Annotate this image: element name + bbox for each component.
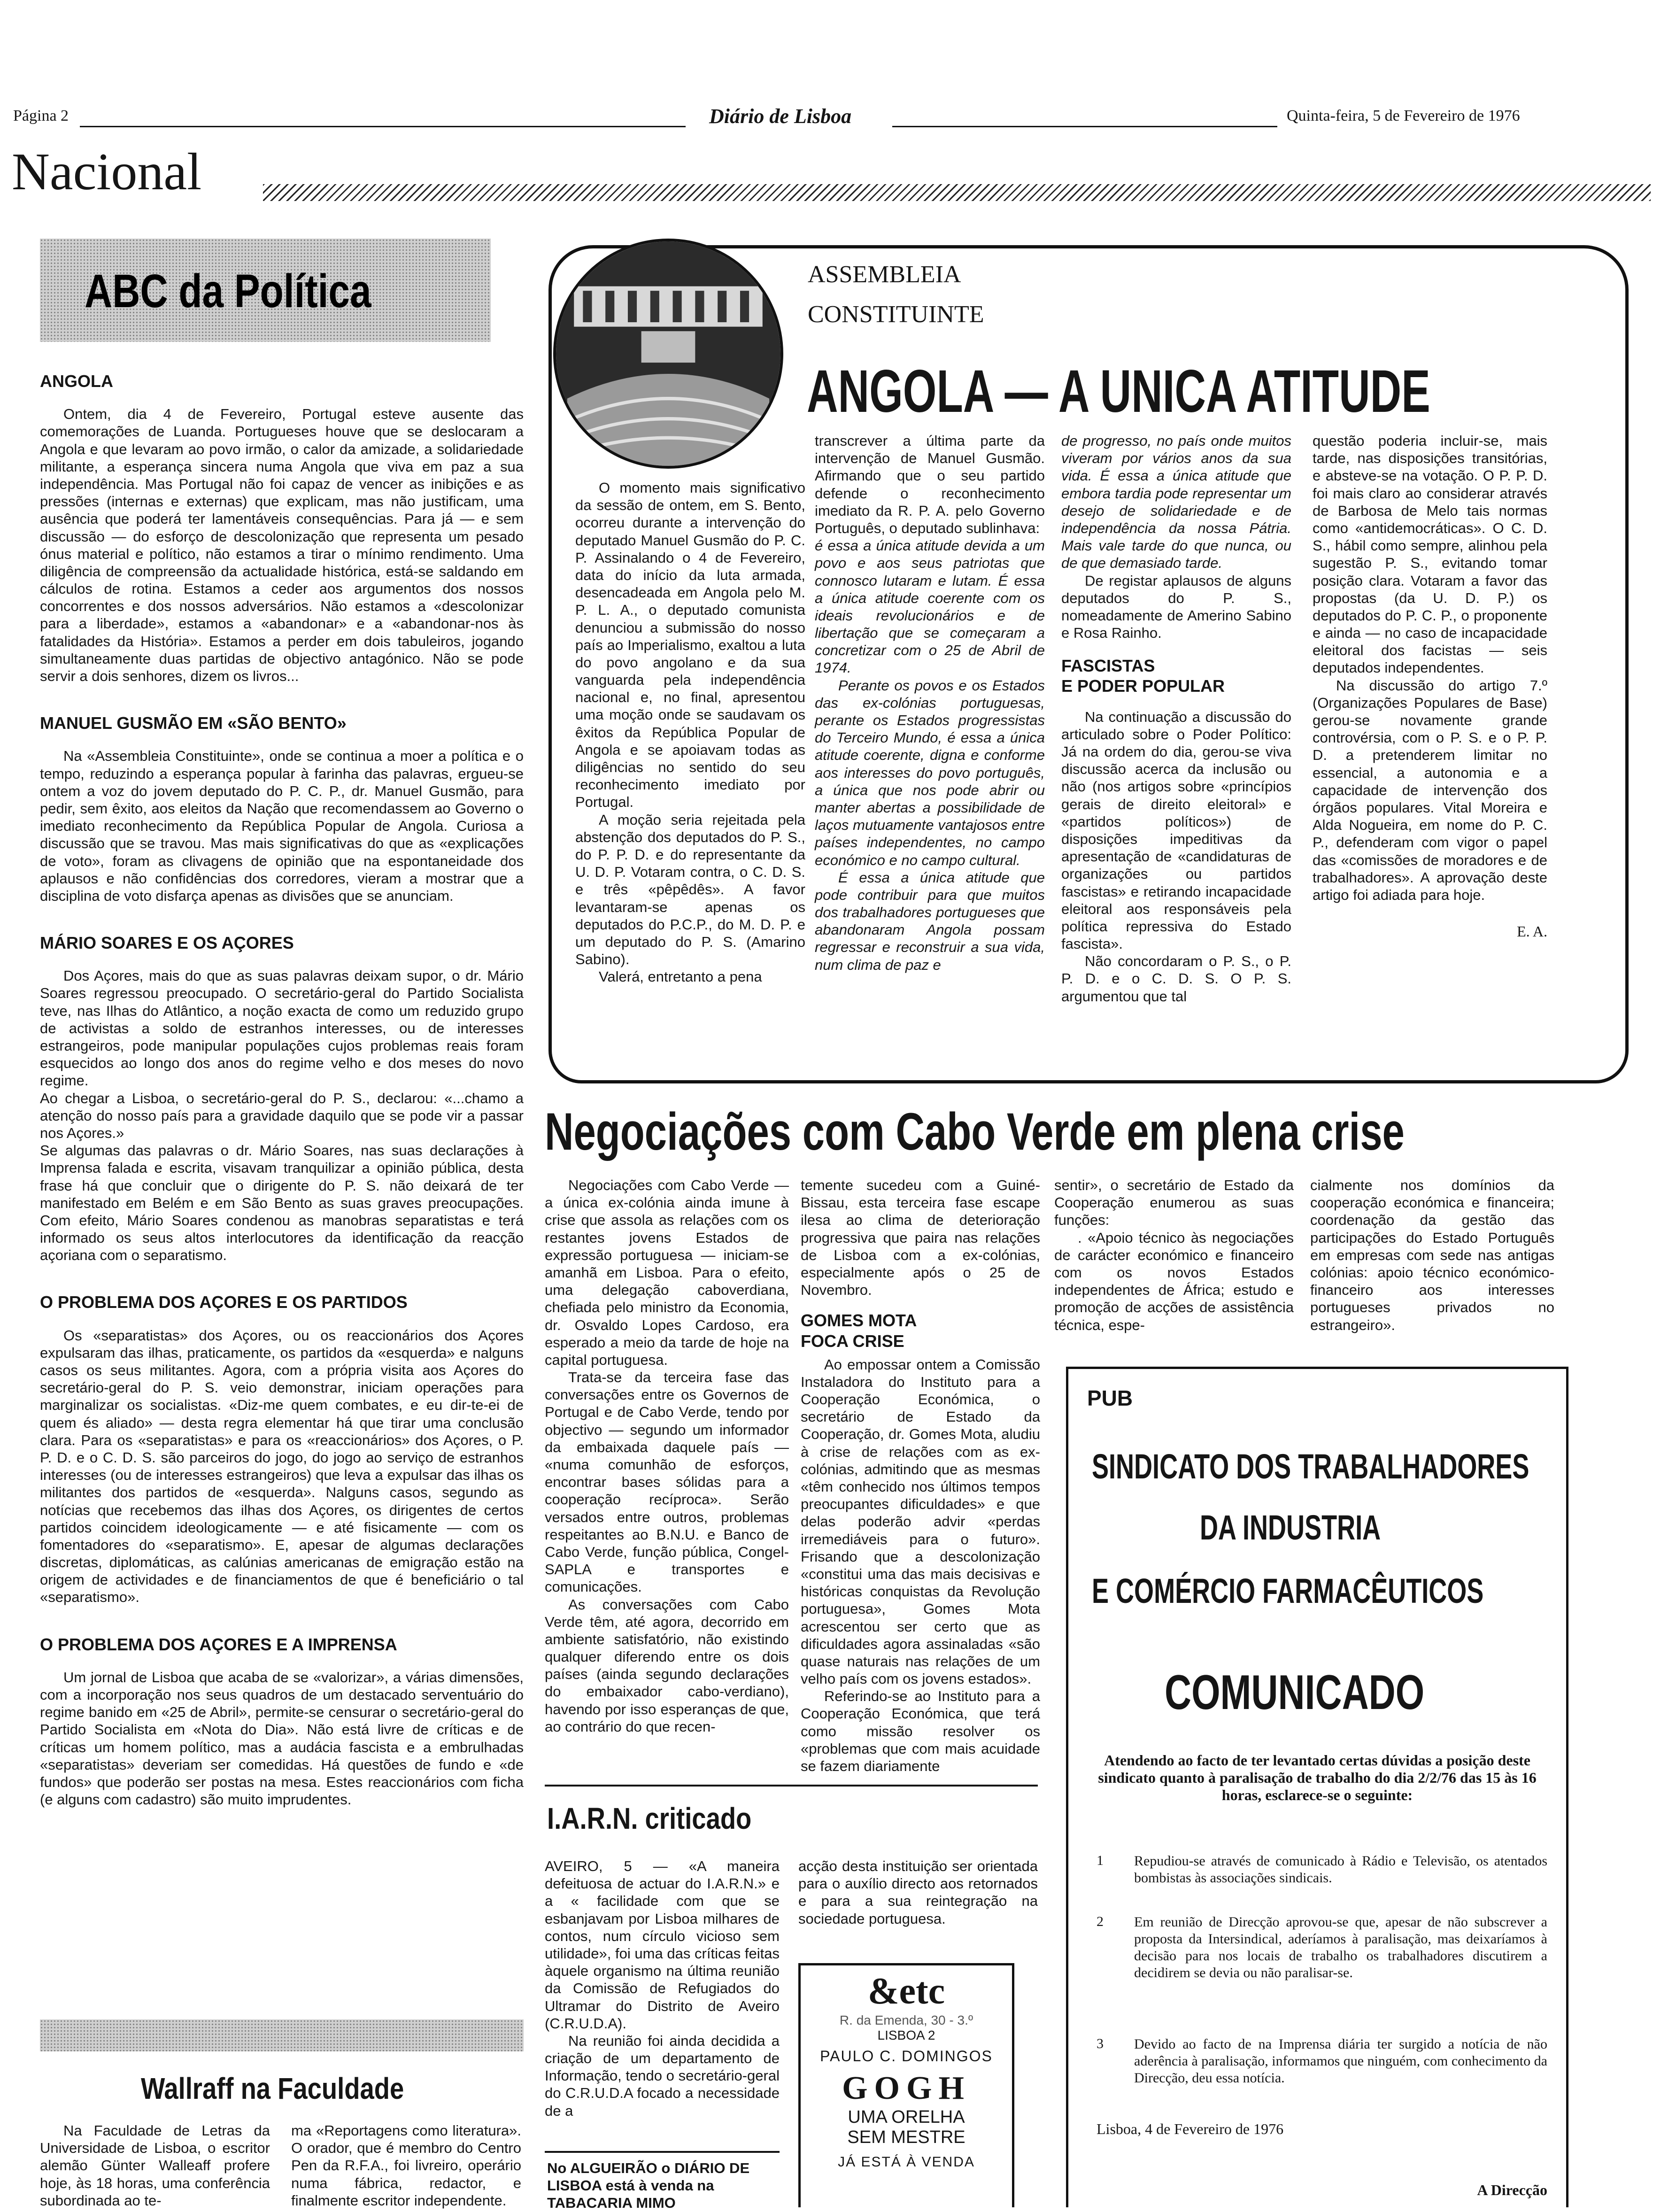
cabo-text-1b: Trata-se da terceira fase das conversações entre os Governos de Portugal e de Cabo Verde, tendo por objectivo — segundo um informador da embaixada daquele país — «numa comunhão de esforços, encontrar bases sólidas para a cooperação recíproca». Serão versados entre outros, problemas respeitantes ao B.N.U. e Banco de Cabo Verde, função pública, Congel-SAPLA e transportes e comunicações. xyxy=(545,1369,789,1595)
page-number: Página 2 xyxy=(13,107,69,124)
assembleia-text-1c: Valerá, entretanto a pena xyxy=(599,968,762,985)
assembleia-headline: ANGOLA — A UNICA ATITUDE xyxy=(807,358,1430,425)
assembleia-col-3 xyxy=(1061,432,1291,1005)
pub-item-3-number: 3 xyxy=(1097,2036,1104,2051)
etc-book-title: GOGH xyxy=(842,2070,971,2106)
pub-label: PUB xyxy=(1087,1386,1133,1410)
cabo-text-2a: temente sucedeu com a Guiné-Bissau, esta terceira fase escape ilesa ao clima de deterioração progressiva que paira nas relações de Lisboa com a ex-colónias, especialmente após o 25 de Novembro. xyxy=(801,1177,1040,1299)
cabo-text-2b: Ao empossar ontem a Comissão Instaladora do Instituto para a Cooperação Económica, o secretário de Estado da Cooperação, dr. Gomes Mota, aludiu à crise de relações com as ex-colónias, admitindo que as mesmas «têm conhecido nos últimos tempos preocupantes dificuldades» e que delas poderão advir «perdas irremediáveis para o futuro». Frisando que a descolonização «constitui uma das mais decisivas e históricas conquistas da Revolução portuguesa», Gomes Mota acrescentou ser certo que as dificuldades agora assinaladas «são quase naturais nas relações de um velho país com os jovens estados». xyxy=(801,1356,1040,1687)
cabo-text-3a: sentir», o secretário de Estado da Cooperação enumerou as suas funções: xyxy=(1054,1177,1294,1229)
iarn-top-rule xyxy=(545,1785,1038,1787)
cabo-text-1: Negociações com Cabo Verde — a única ex-colónia ainda imune à crise que assola as relações com os restantes jovens Estados de expressão portuguesa — iniciam-se amanhã em Lisboa. Para o efeito, uma delegação caboverdiana, chefiada pelo ministro da Economia, dr. Osvaldo Lopes Cardoso, era esperado a meio da tarde de hoje na capital portuguesa. xyxy=(545,1177,789,1368)
assembleia-text-4a: questão poderia incluir-se, mais tarde, nas disposições transitórias, e absteve-se na votação. O P. P. D. foi mais claro ao considerar através de Barbosa de Melo tais normas como «antidemocráticas». O C. D. S., hábil como sempre, alinhou pela sugestão P. S., evitando tomar posição clara. Votaram a favor das propostas (da U. D. P.) os deputados do P. C. P., o proponente e ainda — no caso de incapacidade eleitoral dos facistas — seis deputados independentes. xyxy=(1313,433,1547,676)
cabo-headline: Negociações com Cabo Verde em plena crise xyxy=(545,1102,1405,1161)
gomes-mota-heading-1: GOMES MOTA xyxy=(801,1311,917,1330)
pub-org-line-2: DA INDUSTRIA xyxy=(1200,1508,1381,1547)
assembleia-signature: E. A. xyxy=(1517,923,1547,940)
cabo-col-3 xyxy=(1054,1176,1294,1334)
algueirao-note: No ALGUEIRÃO o DIÁRIO DE LISBOA está à venda na TABACARIA MIMO xyxy=(547,2160,750,2212)
gusmao-heading: MANUEL GUSMÃO EM «SÃO BENTO» xyxy=(40,713,347,733)
iarn-text-1: AVEIRO, 5 — «A maneira defeituosa de actuar do I.A.R.N.» e a « facilidade com que se esbanjavam por Lisboa milhares de contos, num círculo vicioso sem utilidade», foi uma das críticas feitas àquele organismo na última reunião da Comissão de Refugiados do Ultramar do Distrito de Aveiro (C.R.U.D.A). xyxy=(545,1858,780,2032)
pub-item-1: Repudiou-se através de comunicado à Rádio e Televisão, os atentados bombistas às associações sindicais. xyxy=(1134,1853,1547,1886)
iarn-col-2 xyxy=(798,1857,1038,1927)
assembleia-text-1: O momento mais significativo da sessão de ontem, em S. Bento, ocorreu durante a intervenção do deputado Manuel Gusmão do P. C. P. Assinalando o 4 de Fevereiro, data do início da luta armada, desencadeada em Angola pelo M. P. L. A., o deputado comunista denunciou a submissão do nosso país ao Imperialismo, exaltou a luta do povo angolano e da sua vanguarda pela independência nacional e, no final, apresentou uma moção onde se saudavam os êxitos da República Popular de Angola e se apoiavam todas as diligências no sentido do seu reconhecimento imediato por Portugal. xyxy=(575,480,805,811)
abc-banner-title: ABC da Política xyxy=(85,265,371,317)
imprensa-heading: O PROBLEMA DOS AÇORES E A IMPRENSA xyxy=(40,1634,397,1654)
pub-box xyxy=(1066,1367,1568,2207)
iarn-text-1b: Na reunião foi ainda decidida a criação de um departamento de Informação, tendo o secretário-geral do C.R.U.D.A focado a necessidade de a xyxy=(545,2032,780,2119)
cabo-col-2 xyxy=(801,1176,1040,1775)
etc-subtitle-2: SEM MESTRE xyxy=(847,2127,966,2147)
assembleia-text-2a: transcrever a última parte da intervenção de Manuel Gusmão. Afirmando que o seu partido defende o reconhecimento imediato da R. P. A. pelo Governo Português, o deputado sublinhava: xyxy=(815,433,1045,536)
pub-item-1-number: 1 xyxy=(1097,1853,1104,1868)
abc-column xyxy=(40,371,524,1808)
wallraff-title: Wallraff na Faculdade xyxy=(141,2072,404,2105)
assembleia-text-2b: é essa a única atitude devida a um povo e aos seus patriotas que connosco lutaram e lutam. É essa a única atitude coerente com os ideais revolucionários e de libertação que se começaram a concretizar com o 25 de Abril de 1974. xyxy=(815,537,1045,676)
cabo-text-1c: As conversações com Cabo Verde têm, até agora, decorrido em ambiente satisfatório, não existindo qualquer diferendo entre os dois países (ainda segundo declarações do embaixador cabo-verdiano), havendo por isso esperanças de que, ao contrário do que recen- xyxy=(545,1596,789,1735)
angola-heading: ANGOLA xyxy=(40,371,113,391)
soares-body-2: Ao chegar a Lisboa, o secretário-geral do P. S., declarou: «...chamo a atenção do nosso país para a gravidade daquilo que se pode vir a passar nos Açores.» xyxy=(40,1090,524,1141)
iarn-text-2: acção desta instituição ser orientada para o auxílio directo aos retornados e para a sua reintegração na sociedade portuguesa. xyxy=(798,1858,1038,1927)
etc-logo: &etc xyxy=(867,1971,945,2012)
cabo-col-1 xyxy=(545,1176,789,1735)
assembleia-kicker-1: ASSEMBLEIA xyxy=(808,261,961,288)
pub-comunicado-heading: COMUNICADO xyxy=(1165,1665,1425,1720)
cabo-text-3b: . «Apoio técnico às negociações de carácter económico e financeiro com os novos Estados independentes de África; estudo e promoção de acções de assistência técnica, espe- xyxy=(1054,1229,1294,1333)
iarn-title: I.A.R.N. criticado xyxy=(547,1802,752,1835)
abc-banner xyxy=(40,239,491,342)
assembleia-text-2c: Perante os povos e os Estados das ex-colónias portuguesas, perante os Estados progressistas do Terceiro Mundo, é essa a única atitude coerente, digna e conforme aos interesses do povo português, a única que nos pode abrir ou manter abertas a possibilidade de laços mutuamente vantajosos entre países independentes, no campo económico e no campo cultural. xyxy=(815,677,1045,868)
assembleia-text-4b: Na discussão do artigo 7.º (Organizações Populares de Base) gerou-se novamente grande controvérsia, com o P. S. e o P. P. D. a pretenderem limitar no essencial, a autonomia e a capacidade de intervenção dos órgãos populares. Vital Moreira e Alda Nogueira, em nome do P. C. P., defenderam com vigor o papel das «comissões de moradores e de trabalhadores». A aprovação deste artigo foi adiada para hoje. xyxy=(1313,677,1547,903)
gusmao-body: Na «Assembleia Constituinte», onde se continua a moer a política e o tempo, reduzindo a esperança popular à farinha das palavras, ergueu-se ontem a voz do jovem deputado do P. C. P., dr. Manuel Gusmão, para pedir, sem êxito, aos eleitos da Nação que recomendassem ao Governo o imediato reconhecimento da República Popular de Angola. Curiosa a discussão que se travou. Mas mais significativas do que as «explicações de voto», foram as clivagens de opinião que na espontaneidade dos aplausos e não confidências dos corredores, vieram a mostrar que a disciplina de voto disfarça apenas as divisões que se anunciam. xyxy=(40,748,524,904)
wallraff-col-1 xyxy=(40,2122,270,2209)
etc-author: PAULO C. DOMINGOS xyxy=(820,2048,993,2065)
assembleia-col-4 xyxy=(1313,432,1547,940)
assembleia-text-1b: A moção seria rejeitada pela abstenção dos deputados do P. S., do P. P. D. e do representante da U. D. P. Votaram contra, o C. D. S. e três «pêpêdês». A favor levantaram-se apenas os deputados do P.C.P., do M. D. P. e um deputado do P. S. (Amarino Sabino). xyxy=(575,811,805,968)
etc-ad-box xyxy=(798,1963,1014,2207)
section-title: Nacional xyxy=(12,143,202,201)
cabo-text-2c: Referindo-se ao Instituto para a Cooperação Económica, que terá como missão resolver os «problemas que com mais acuidade se fazem diariamente xyxy=(801,1688,1040,1774)
pub-intro: Atendendo ao facto de ter levantado certas dúvidas a posição deste sindicato quanto à paralisação de trabalho do dia 2/2/76 das 15 às 16 horas, esclarece-se o seguinte: xyxy=(1098,1752,1537,1803)
fascistas-heading-1: FASCISTAS xyxy=(1061,656,1155,676)
wallraff-banner-strip xyxy=(40,2019,524,2051)
etc-status: JÁ ESTÁ À VENDA xyxy=(838,2154,975,2170)
pub-item-3: Devido ao facto de na Imprensa diária ter surgido a notícia de não aderência à paralisação, informamos que ninguém, com conhecimento da Direcção, deu essa notícia. xyxy=(1134,2036,1547,2086)
soares-body-3: Se algumas das palavras o dr. Mário Soares, nas suas declarações à Imprensa falada e escrita, visavam tranquilizar a opinião pública, desta frase há que concluir que o dirigente do P. S. não deixará de ter manifestado em Belém e em São Bento as suas graves preocupações. Com efeito, Mário Soares condenou as manobras separatistas e terá informado os seus altos interlocutores da identificação da reacção açoriana com o separatismo. xyxy=(40,1142,524,1264)
pub-org-line-3: E COMÉRCIO FARMACÊUTICOS xyxy=(1092,1571,1484,1610)
assembleia-kicker-2: CONSTITUINTE xyxy=(808,301,984,328)
assembleia-text-3a: de progresso, no país onde muitos viveram por vários anos da sua vida. É essa a única atitude que embora tardia pode representar um desejo de solidariedade e de independência da nossa Pátria. Mais vale tarde do que nunca, ou de que demasiado tarde. xyxy=(1061,433,1291,572)
partidos-body: Os «separatistas» dos Açores, ou os reaccionários dos Açores expulsaram das ilhas, praticamente, os partidos da «esquerda» e nalguns casos os seus militantes. Agora, com a própria visita aos Açores do secretário-geral do P. S. veio demonstrar, iniciam operações para marginalizar os socialistas. «Diz-me quem combates, e eu dir-te-ei de quem és aliado» — desta regra elementar há que tirar uma conclusão clara. Para os «separatistas» e para os «reaccionários» dos Açores, o P. P. D. e o C. D. S. são parceiros do jogo, do jogo ao serviço de estranhos interesses (ou de interesses estrangeiros) que leva a expulsar das ilhas os militantes dos partidos de «esquerda». Nalguns casos, segundo as notícias que recebemos das ilhas dos Açores, os dirigentes de certos partidos coincidem ideologicamente — e até fisicamente — com os fomentadores do «separatismo». E, apesar de algumas declarações discretas, diplomáticas, as calúnias americanas de emigração estão na origem de actividades e de financiamentos de que é beneficiário o tal «separatismo». xyxy=(40,1327,524,1606)
pub-item-2-number: 2 xyxy=(1097,1914,1104,1929)
section-hatch xyxy=(263,184,1651,201)
wallraff-text-1: Na Faculdade de Letras da Universidade de Lisboa, o escritor alemão Günter Walleaff profere hoje, às 18 horas, uma conferência subordinada ao te- xyxy=(40,2122,270,2209)
wallraff-text-2: ma «Reportagens como literatura». O orador, que é membro do Centro Pen da R.F.A., foi livreiro, operário numa fábrica, redactor, e finalmente escritor independente. xyxy=(291,2122,521,2209)
iarn-bottom-rule xyxy=(545,2151,780,2153)
wallraff-col-2 xyxy=(291,2122,521,2209)
assembleia-text-2d: É essa a única atitude que pode contribuir para que muitos dos trabalhadores portugueses que abandonaram Angola possam regressar e reconstruir a sua vida, num clima de paz e xyxy=(815,869,1045,973)
imprensa-body: Um jornal de Lisboa que acaba de se «valorizar», a várias dimensões, com a incorporação nos seus quadros de um destacado serventuário do regime banido em «25 de Abril», permite-se censurar o secretário-geral do Partido Socialista em «Nota do Dia». Não está livre de críticas e de críticas um homem político, mas a audácia fascista e a embrulhadas «separatistas» deveriam ser comedidas. Há questões de fundo e «de fundos» que poderão ser postas na mesa. Estes reaccionários com ficha (e alguns com cadastro) são muito imprudentes. xyxy=(40,1669,524,1808)
etc-address: R. da Emenda, 30 - 3.º xyxy=(839,2013,973,2027)
angola-body: Ontem, dia 4 de Fevereiro, Portugal esteve ausente das comemorações de Luanda. Portugueses houve que se deslocaram a Angola e que levaram ao povo irmão, o calor da amizade, a solidariedade militante, a esperança sincera numa Angola que viva em paz a sua independência. Mas Portugal não foi capaz de vencer as inibições e as pressões (internas e externas) que explicam, mas não justificam, uma ausência que poderá ter lamentáveis consequências. Para já — e sem discussão — do esforço de descolonização que representa um pesado ónus material e político, não estamos a tirar o mínimo rendimento. Uma diligência de compreensão da actualidade histórica, está-se saldando em cálculos de rotina. Estamos a ceder aos argumentos dos nossos concorrentes e dos nossos adversários. Não estamos a «descolonizar para a liberdade», estamos a «abandonar» e a «abandonar-nos às fatalidades da História». Estamos a perder em dois tabuleiros, jogando simultaneamente duas partidas de objectivo antagónico. Não se pode servir a dois senhores, dizem os livros... xyxy=(40,406,524,684)
assembleia-col-1 xyxy=(575,479,805,985)
assembleia-text-3c: Na continuação a discussão do articulado sobre o Poder Político: Já na ordem do dia, gerou-se viva discussão acerca da inclusão ou não (nos artigos sobre «princípios gerais de direito eleitoral» e «partidos políticos») de disposições impeditivas da apresentação de «candidaturas de organizações ou partidos fascistas» e retirando incapacidade eleitoral aos responsáveis pela política repressiva do Estado fascista». xyxy=(1061,708,1291,952)
assembleia-col-2 xyxy=(815,432,1045,974)
partidos-heading: O PROBLEMA DOS AÇORES E OS PARTIDOS xyxy=(40,1292,408,1312)
etc-subtitle-1: UMA ORELHA xyxy=(848,2107,965,2127)
cabo-text-4a: cialmente nos domínios da cooperação económica e financeira; coordenação da gestão das participações do Estado Português em empresas com sede nas antigas colónias: apoio técnico económico-financeiro aos interesses portugueses privados no estrangeiro». xyxy=(1310,1177,1554,1333)
soares-heading: MÁRIO SOARES E OS AÇORES xyxy=(40,933,294,953)
header-rule-right xyxy=(892,126,1277,127)
assembly-hall-photo xyxy=(553,239,783,469)
assembleia-text-3d: Não concordaram o P. S., o P. P. D. e o C. D. S. O P. S. argumentou que tal xyxy=(1061,953,1291,1005)
fascistas-heading-2: E PODER POPULAR xyxy=(1061,676,1225,696)
etc-city: LISBOA 2 xyxy=(877,2028,935,2042)
header-rule-left xyxy=(80,126,686,127)
gomes-mota-heading-2: FOCA CRISE xyxy=(801,1331,904,1351)
soares-body-1: Dos Açores, mais do que as suas palavras deixam supor, o dr. Mário Soares regressou preocupado. O secretário-geral do Partido Socialista teve, nas Ilhas do Atlântico, a noção exacta de como um reduzido grupo de activistas a soldo de estranhos interesses, ou de interesses estrangeiros, pode manipular populações cujos problemas reais foram esquecidos ao longo dos anos do regime velho e dos meses do novo regime. xyxy=(40,967,524,1089)
masthead: Diário de Lisboa xyxy=(709,105,852,128)
assembleia-text-3b: De registar aplausos de alguns deputados do P. S., nomeadamente de Amerino Sabino e Rosa Rainho. xyxy=(1061,572,1291,642)
iarn-col-1 xyxy=(545,1857,780,2119)
pub-item-2: Em reunião de Direcção aprovou-se que, apesar de não subscrever a proposta da Intersindical, aderíamos à paralisação, mas deixaríamos à decisão para nos locais de trabalho os trabalhadores discutirem a decidirem se devia ou não paralisar-se. xyxy=(1134,1914,1547,1980)
page-date: Quinta-feira, 5 de Fevereiro de 1976 xyxy=(1287,107,1520,124)
cabo-col-4 xyxy=(1310,1176,1554,1334)
pub-place-date: Lisboa, 4 de Fevereiro de 1976 xyxy=(1097,2120,1284,2137)
pub-org-line-1: SINDICATO DOS TRABALHADORES xyxy=(1092,1447,1529,1486)
pub-signature: A Direcção xyxy=(1477,2181,1547,2198)
